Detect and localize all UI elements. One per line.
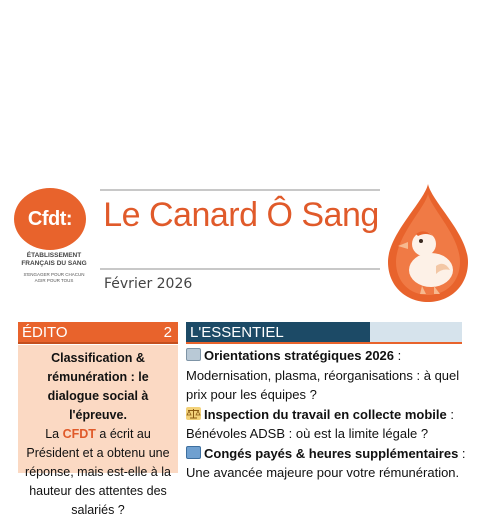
title-rule-bottom <box>100 268 380 270</box>
essentiel-header <box>186 322 462 344</box>
organization-line-1: ÉTABLISSEMENT <box>26 252 82 259</box>
essentiel-item-title: Inspection du travail en collecte mobile <box>204 406 447 422</box>
scale-icon <box>186 407 201 420</box>
essentiel-item <box>186 405 468 444</box>
cfdt-highlight: CFDT <box>62 427 96 441</box>
edito-body <box>18 345 178 517</box>
organization-line-2: FRANÇAIS DU SANG <box>21 260 87 267</box>
essentiel-item-title: Orientations stratégiques 2026 <box>204 348 395 363</box>
edito-page-number: 2 <box>163 324 172 341</box>
edito-label: ÉDITO <box>22 324 68 341</box>
essentiel-item-text: : Bénévoles ADSB : où est la limite légale ? <box>186 406 454 441</box>
essentiel-header-accent <box>370 322 462 342</box>
essentiel-item-title: Congés payés & heures supplémentaires <box>204 445 459 461</box>
essentiel-label: L'ESSENTIEL <box>190 324 284 341</box>
essentiel-list <box>186 346 468 483</box>
cfdt-logo-text: Cfdt: <box>27 207 73 230</box>
edito-lead: Classification & rémunération : le dialogue social à l'épreuve. <box>47 351 149 422</box>
tagline-line-1: S'ENGAGER POUR CHACUN <box>23 272 85 277</box>
blood-drop-duck-mascot <box>386 182 470 304</box>
issue-date: Février 2026 <box>104 276 193 292</box>
essentiel-item <box>186 346 468 405</box>
calendar-icon <box>186 446 201 459</box>
document-icon <box>186 348 201 361</box>
logo-tagline <box>14 272 94 284</box>
edito-text-after: a écrit au Président et a obtenu une réponse, mais est-elle à la hauteur des attentes des salariés ? <box>25 427 171 517</box>
essentiel-item-text: : Une avancée majeure pour votre rémunération. <box>186 445 466 480</box>
title-rule-top <box>100 189 380 191</box>
essentiel-item <box>186 444 468 483</box>
essentiel-item-text: : Modernisation, plasma, réorganisations : à quel prix pour les équipes ? <box>186 348 460 402</box>
tagline-line-2: AGIR POUR TOUS <box>34 278 74 283</box>
cfdt-logo-badge <box>14 188 86 250</box>
organization-name <box>14 252 94 268</box>
edito-header <box>18 322 178 344</box>
edito-text-before: La <box>45 427 60 441</box>
newsletter-title: Le Canard Ô Sang <box>103 196 379 234</box>
